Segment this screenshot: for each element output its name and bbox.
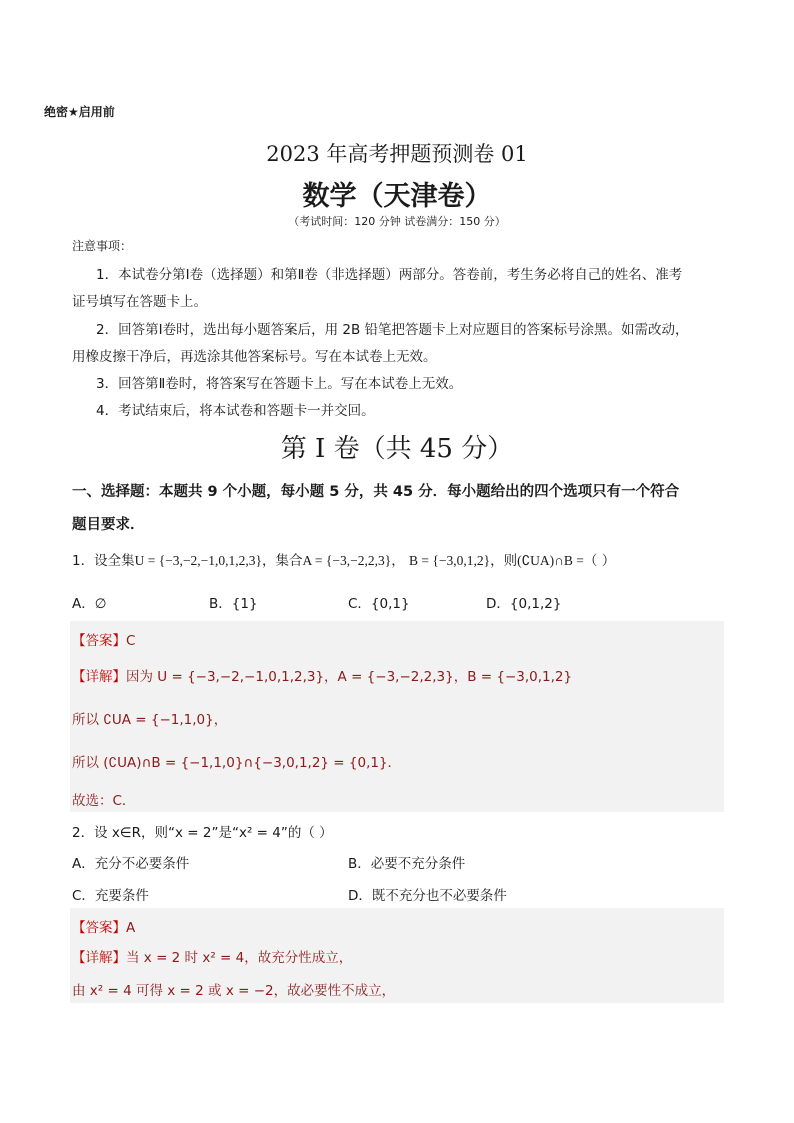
exam-title: 2023 年高考押题预测卷 01 (266, 142, 528, 166)
q2-detail-line2: 由 x² = 4 可得 x = 2 或 x = −2，故必要性不成立， (72, 983, 396, 999)
q1-stem-prefix: 1．设全集 (72, 553, 135, 569)
q1-stem-mid1: ，集合 (262, 553, 303, 569)
q1-detail-tag: 【详解】 (72, 669, 126, 685)
q1-stem-mid2: ， (391, 553, 405, 569)
q1-set-b: B = {−3,0,1,2} (409, 553, 491, 568)
q1-option-b: B．{1} (209, 596, 258, 612)
q2-answer-tag: 【答案】 (72, 920, 126, 936)
volume-title: 第 I 卷（共 45 分） (280, 434, 514, 464)
q1-blank: （ ） (583, 553, 616, 569)
q1-option-a: A．∅ (72, 596, 107, 612)
q1-expression: (∁UA)∩B = (517, 553, 584, 568)
q2-detail-line1 (72, 946, 352, 966)
notice-item-1a: 1．本试卷分第Ⅰ卷（选择题）和第Ⅱ卷（非选择题）两部分。答卷前，考生务必将自己的姓名、准考 (96, 267, 683, 283)
notice-item-1b: 证号填写在答题卡上。 (72, 294, 207, 310)
exam-meta: （考试时间：120 分钟 试卷满分：150 分） (288, 215, 506, 228)
subject-title: 数学（天津卷） (302, 181, 492, 212)
notice-item-3: 3．回答第Ⅱ卷时，将答案写在答题卡上。写在本试卷上无效。 (96, 376, 463, 392)
q1-answer-line (72, 629, 135, 649)
q1-detail-text1: 因为 U = {−3,−2,−1,0,1,2,3}，A = {−3,−2,2,3}，B = {−3,0,1,2} (126, 669, 573, 685)
q1-detail-line2: 所以 ∁UA = {−1,1,0}， (72, 712, 228, 728)
q2-detail-tag: 【详解】 (72, 950, 126, 966)
section-heading-line1: 一、选择题：本题共 9 个小题，每小题 5 分，共 45 分．每小题给出的四个选项只有一个符合 (72, 484, 680, 500)
q2-option-a: A．充分不必要条件 (72, 856, 190, 872)
q1-answer-tag: 【答案】 (72, 633, 126, 649)
q2-option-c: C．充要条件 (72, 888, 149, 904)
confidential-mark: 绝密★启用前 (44, 105, 115, 119)
notice-item-2a: 2．回答第Ⅰ卷时，选出每小题答案后，用 2B 铅笔把答题卡上对应题目的答案标号涂黑。如需改动， (96, 322, 689, 338)
q2-answer: A (126, 920, 136, 936)
q1-answer: C (126, 633, 136, 649)
q1-stem (72, 549, 615, 569)
q2-detail-text1: 当 x = 2 时 x² = 4，故充分性成立， (126, 950, 353, 966)
q2-option-d: D．既不充分也不必要条件 (348, 888, 507, 904)
notice-item-2b: 用橡皮擦干净后，再选涂其他答案标号。写在本试卷上无效。 (72, 349, 437, 365)
q2-option-b: B．必要不充分条件 (348, 856, 466, 872)
q1-set-u: U = {−3,−2,−1,0,1,2,3} (134, 553, 263, 568)
q1-option-c: C．{0,1} (348, 596, 410, 612)
q2-answer-line (72, 916, 135, 936)
q1-stem-mid3: ，则 (490, 553, 518, 569)
section-heading-line2: 题目要求． (72, 517, 145, 533)
q1-detail-line1 (72, 665, 572, 685)
notice-heading: 注意事项： (72, 239, 133, 253)
notice-item-4: 4．考试结束后，将本试卷和答题卡一并交回。 (96, 403, 375, 419)
q1-option-d: D．{0,1,2} (486, 596, 562, 612)
q2-stem: 2．设 x∈R，则“x = 2”是“x² = 4”的（ ） (72, 825, 333, 841)
q1-detail-line3: 所以 (∁UA)∩B = {−1,1,0}∩{−3,0,1,2} = {0,1}． (72, 755, 402, 771)
q1-detail-line4: 故选：C． (72, 793, 136, 809)
q1-set-a: A = {−3,−2,2,3} (302, 553, 392, 568)
